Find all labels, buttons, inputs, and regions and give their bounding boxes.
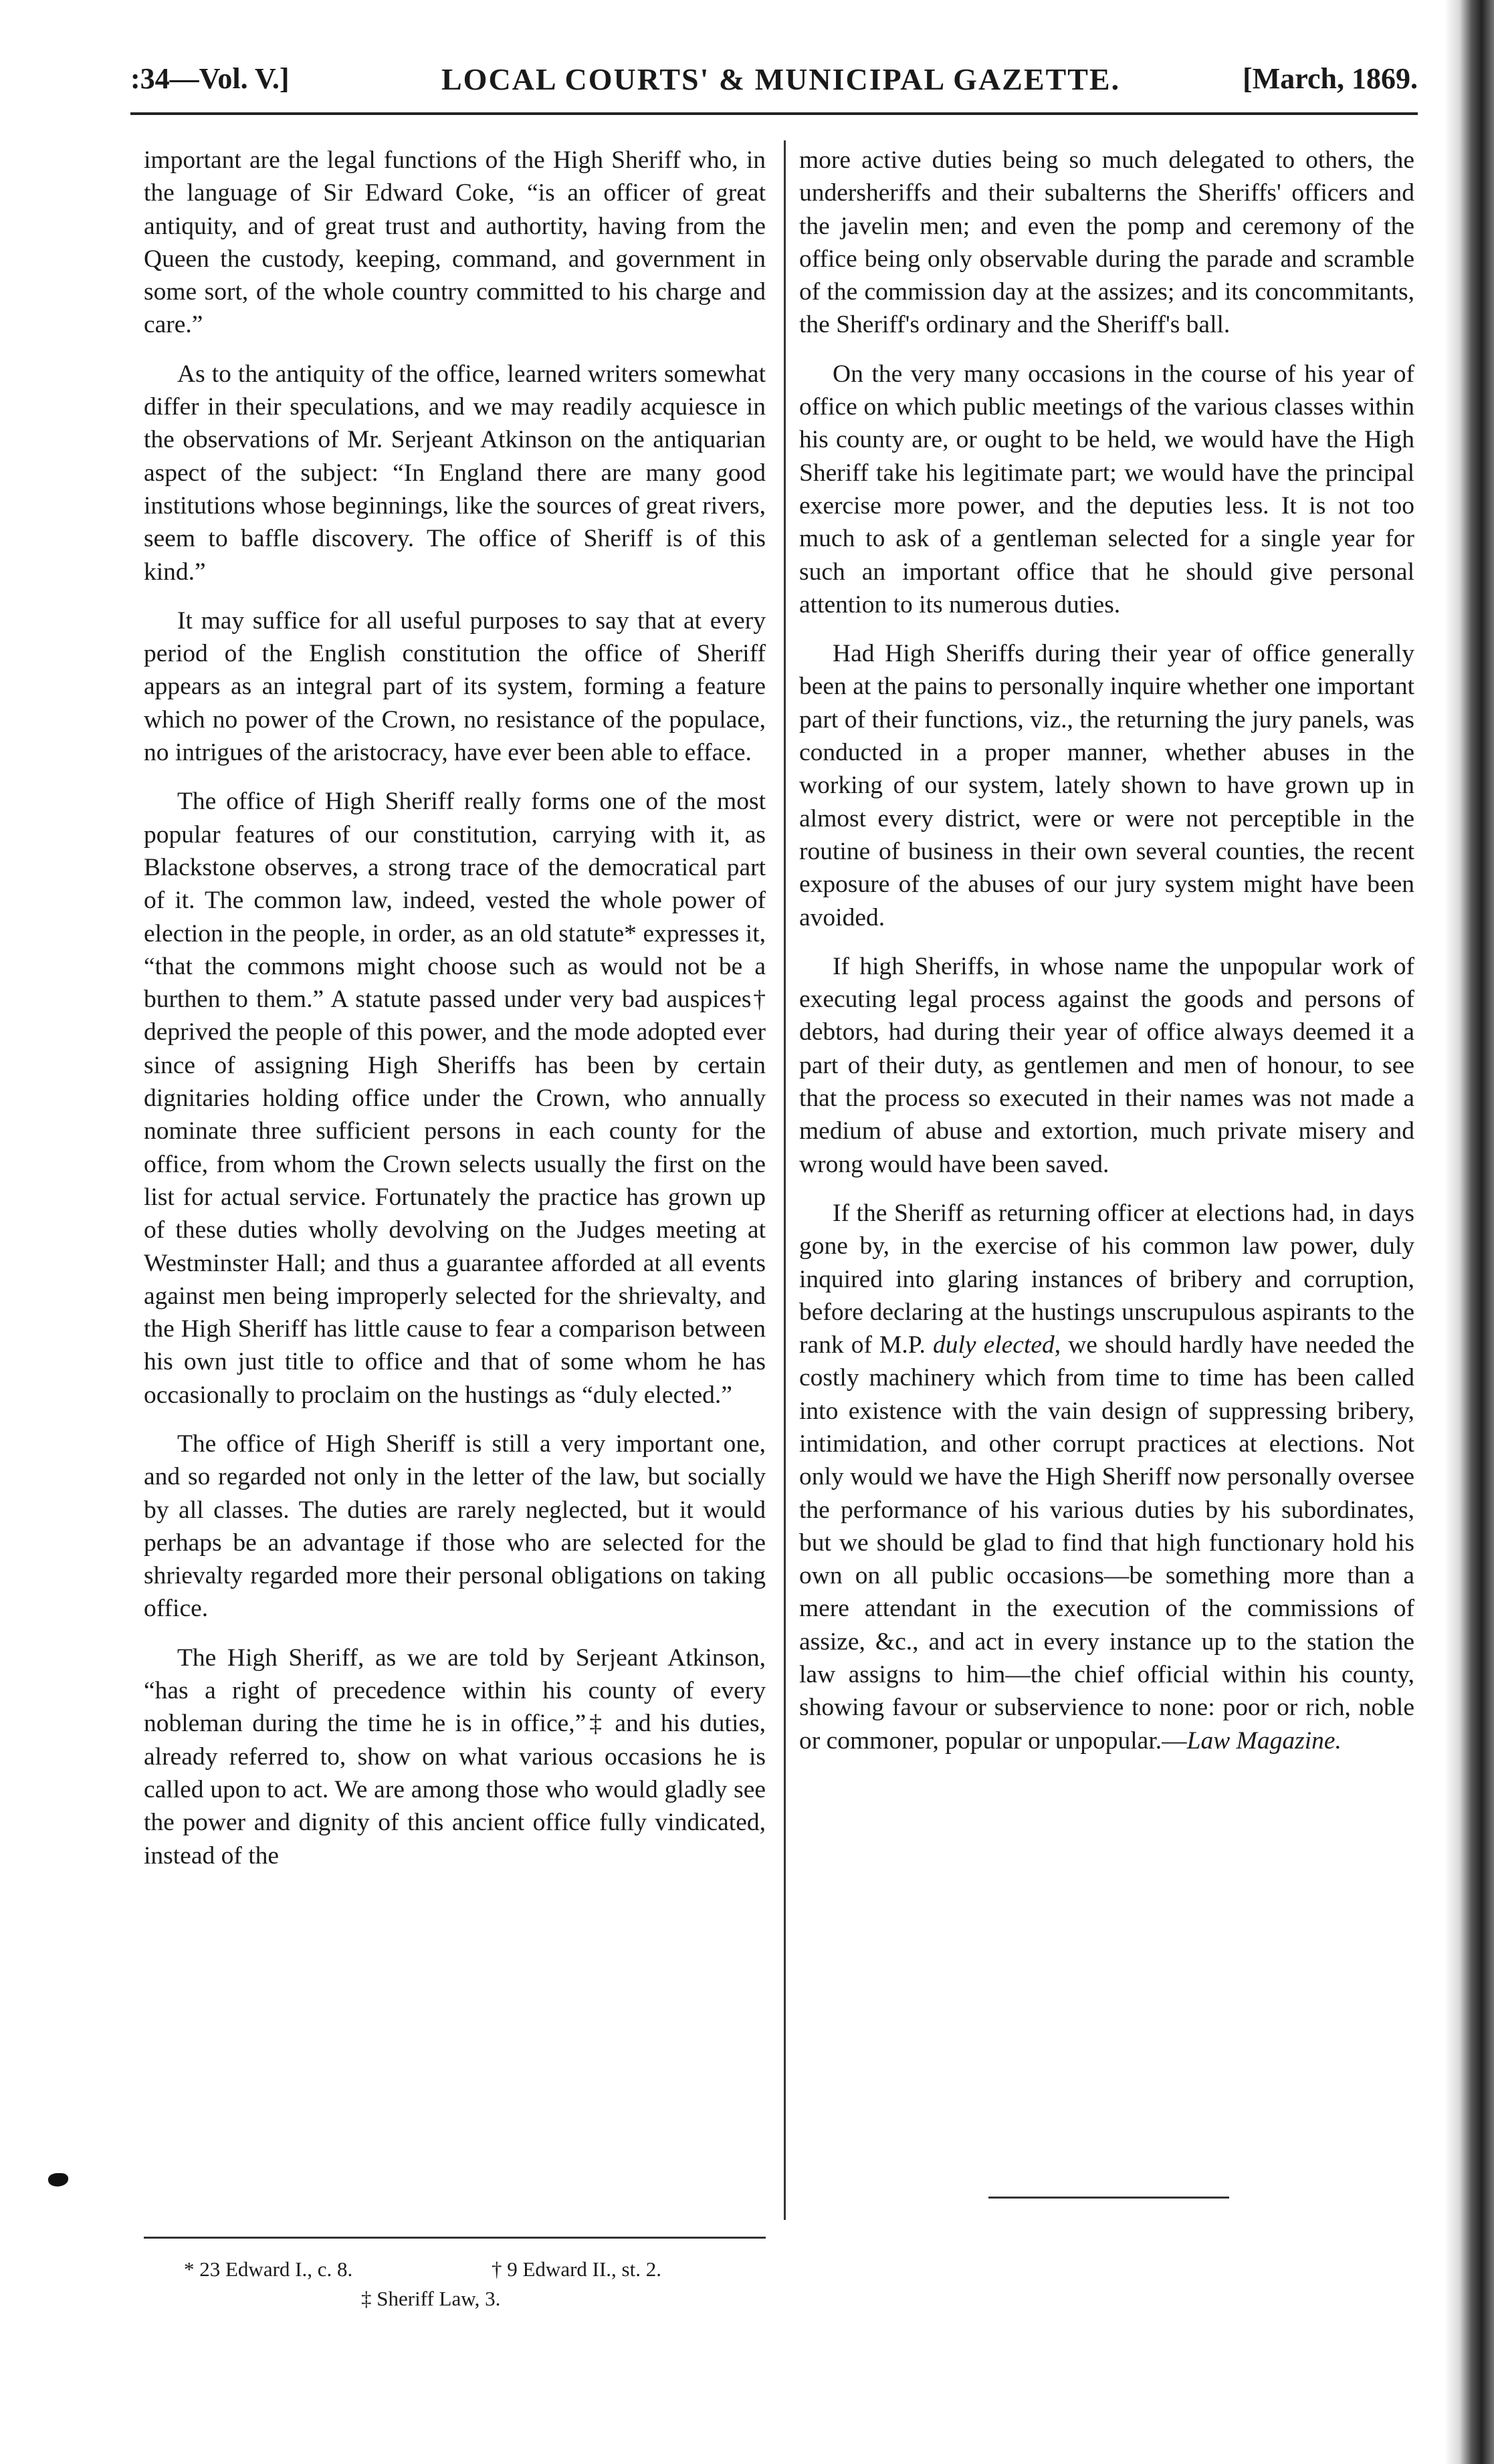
scanned-page-edge: [1445, 0, 1494, 2464]
paragraph: The office of High Sheriff really forms one of the most popular features of our constitution, carrying with it, as Blackstone observes, a strong trace of the democratical part of it. The common law, indeed, vested the whole power of election in the people, in order, as an old statute* expresses it, “that the commons might choose such as would not be a burthen to them.” A statute passed under very bad auspices† deprived the people of this power, and the mode adopted ever since of assigning High Sheriffs has been by certain dignitaries holding office under the Crown, who annually nominate three sufficient persons in each county for the office, from whom the Crown selects usually the first on the list for actual service. Fortunately the practice has grown up of these duties wholly devolving on the Judges meeting at Westminster Hall; and thus a guarantee afforded at all events against men being improperly selected for the shrievalty, and the High Sheriff has little cause to fear a comparison between his own just title to office and that of some whom he has occasionally to proclaim on the hustings as “duly elected.”: [144, 788, 766, 1409]
page-header: [130, 62, 1418, 108]
paragraph: [799, 1197, 1414, 1757]
emphasis: duly elected: [932, 1331, 1055, 1359]
footnotes: [144, 2255, 766, 2314]
right-column: [799, 144, 1414, 1773]
page-number-volume: :34—Vol. V.]: [130, 62, 290, 95]
footnote: † 9 Edward II., st. 2.: [492, 2257, 661, 2281]
paragraph: important are the legal functions of the High Sheriff who, in the language of Sir Edward Coke, “is an officer of great antiquity, and of great trust and authortity, having from the Queen the custody, keeping, command, and government in some sort, of the whole country committed to his charge and care.”: [144, 146, 766, 339]
header-rule: [130, 112, 1418, 115]
column-divider: [784, 140, 786, 2220]
footnote-row: [144, 2284, 766, 2314]
text-run: , we should hardly have needed the costly machinery which from time to time has been called into existence with the vain design of suppressing bribery, intimidation, and other corrupt practices at elections. Not only would we have the High Sheriff now personally oversee the performance of his various duties by his subordinates, but we should be glad to find that high functionary hold his own on all public occasions—be something more than a mere attendant in the execution of the commissions of assize, &c., and act in every instance up to the station the law assigns to him—the chief official within his county, showing favour or subservience to none: poor or rich, noble or commoner, popular or unpopular.—: [799, 1331, 1414, 1755]
footnote-rule: [144, 2237, 766, 2239]
paragraph: If high Sheriffs, in whose name the unpopular work of executing legal process against the goods and persons of debtors, had during their year of office always deemed it a part of their duty, as gentlemen and men of honour, to see that the process so executed in their names was not made a medium of abuse and extortion, much private misery and wrong would have been saved.: [799, 952, 1414, 1178]
left-column: [144, 144, 766, 1888]
footnote: ‡ Sheriff Law, 3.: [361, 2287, 501, 2310]
issue-date: [March, 1869.: [1243, 62, 1418, 95]
paragraph: more active duties being so much delegated to others, the undersheriffs and their subalterns the Sheriffs' officers and the javelin men; and even the pomp and ceremony of the office being only observable during the parade and scramble of the commission day at the assizes; and its concommitants, the Sheriff's ordinary and the Sheriff's ball.: [799, 146, 1414, 339]
text-run: If the Sheriff as returning officer at elections had, in days gone by, in the exercise of his common law power, duly inquired into glaring instances of bribery and corruption, before declaring at the hustings unscrupulous aspirants to the rank of M.P.: [799, 1199, 1414, 1359]
paragraph: The High Sheriff, as we are told by Serjeant Atkinson, “has a right of precedence within his county of every nobleman during the time he is in office,”‡ and his duties, already referred to, show on what various occasions he is called upon to act. We are among those who would gladly see the power and dignity of this ancient office fully vindicated, instead of the: [144, 1644, 766, 1870]
paragraph: On the very many occasions in the course of his year of office on which public meetings of the various classes within his county are, or ought to be held, we would have the High Sheriff take his legitimate part; we would have the principal exercise more power, and the deputies less. It is not too much to ask of a gentleman selected for a single year for such an important office that he should give personal attention to its numerous duties.: [799, 360, 1414, 619]
paragraph: The office of High Sheriff is still a very important one, and so regarded not only in the letter of the law, but socially by all classes. The duties are rarely neglected, but it would perhaps be an advantage if those who are selected for the shrievalty regarded more their personal obligations on taking office.: [144, 1430, 766, 1623]
footnote: * 23 Edward I., c. 8.: [184, 2257, 353, 2281]
paragraph: Had High Sheriffs during their year of office generally been at the pains to personally inquire whether one important part of their functions, viz., the returning the jury panels, was conducted in a proper manner, whether abuses in the working of our system, lately shown to have grown up in almost every district, were or were not perceptible in the routine of business in their own several counties, the recent exposure of the abuses of our jury system might have been avoided.: [799, 640, 1414, 931]
paragraph: As to the antiquity of the office, learned writers somewhat differ in their speculations, and we may readily acquiesce in the observations of Mr. Serjeant Atkinson on the antiquarian aspect of the subject: “In England there are many good institutions whose beginnings, like the sources of great rivers, seem to baffle discovery. The office of Sheriff is of this kind.”: [144, 360, 766, 586]
publication-title: LOCAL COURTS' & MUNICIPAL GAZETTE.: [441, 62, 1121, 96]
paragraph: It may suffice for all useful purposes to say that at every period of the English constitution the office of Sheriff appears as an integral part of its system, forming a feature which no power of the Crown, no resistance of the populace, no intrigues of the aristocracy, have ever been able to efface.: [144, 606, 766, 767]
ink-speck: [48, 2173, 68, 2187]
footnote-row: [144, 2255, 766, 2284]
source-attribution: Law Magazine.: [1186, 1726, 1342, 1755]
article-end-rule: [988, 2197, 1229, 2199]
